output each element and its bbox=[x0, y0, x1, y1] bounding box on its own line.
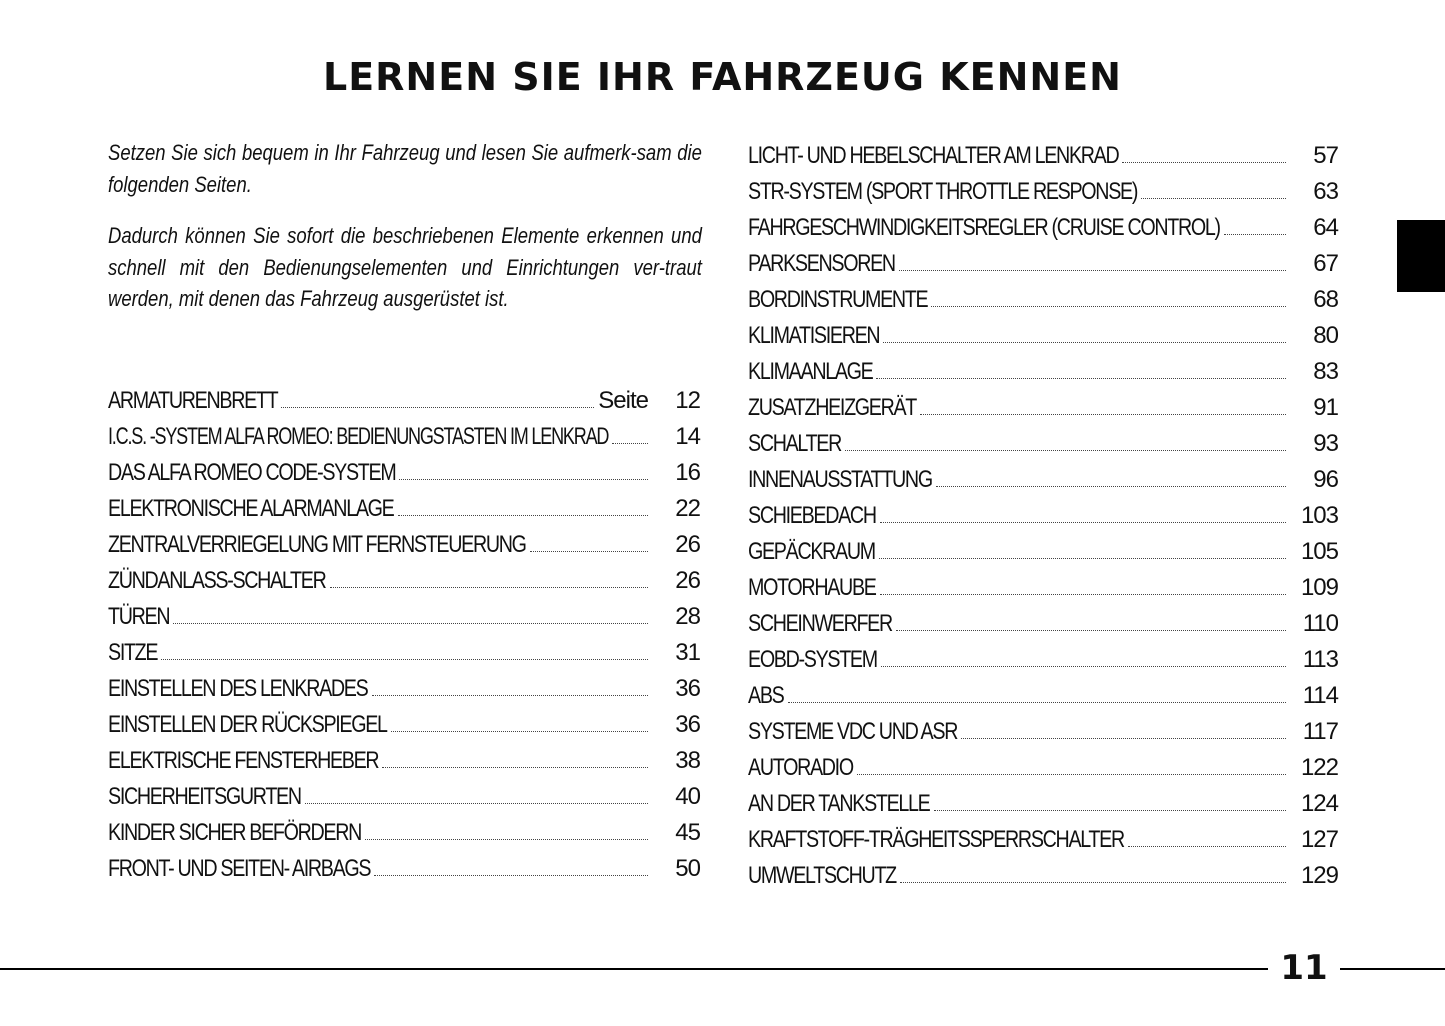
toc-dot-leader bbox=[612, 443, 648, 444]
toc-entry-title: ZUSATZHEIZGERÄT bbox=[748, 394, 917, 421]
toc-dot-leader bbox=[1141, 198, 1286, 199]
toc-entry-title: STR-SYSTEM (SPORT THROTTLE RESPONSE) bbox=[748, 178, 1138, 205]
toc-entry-page: 67 bbox=[1313, 250, 1338, 277]
toc-entry bbox=[748, 242, 1338, 278]
toc-entry-title: KLIMAANLAGE bbox=[748, 358, 873, 385]
toc-dot-leader bbox=[857, 774, 1286, 775]
toc-entry-page: 31 bbox=[675, 639, 700, 666]
toc-entry-page: 129 bbox=[1300, 862, 1338, 889]
toc-dot-leader bbox=[173, 623, 648, 624]
toc-dot-leader bbox=[900, 882, 1286, 883]
toc-entry-title: SCHALTER bbox=[748, 430, 842, 457]
toc-entry-title: I.C.S. -SYSTEM ALFA ROMEO: BEDIENUNGSTASTEN IM LENKRAD bbox=[108, 423, 609, 450]
toc-dot-leader bbox=[934, 810, 1286, 811]
toc-entry bbox=[108, 847, 700, 883]
toc-entry bbox=[748, 602, 1338, 638]
toc-dot-leader bbox=[961, 738, 1286, 739]
toc-dot-leader bbox=[399, 479, 648, 480]
page-number: 11 bbox=[1280, 948, 1328, 988]
toc-entry-page: 80 bbox=[1313, 322, 1338, 349]
toc-dot-leader bbox=[382, 767, 648, 768]
toc-entry-page: 127 bbox=[1300, 826, 1338, 853]
toc-entry bbox=[748, 674, 1338, 710]
footer-rule-right bbox=[1340, 968, 1445, 970]
toc-entry bbox=[748, 710, 1338, 746]
toc-entry bbox=[108, 739, 700, 775]
toc-dot-leader bbox=[931, 306, 1286, 307]
toc-dot-leader bbox=[920, 414, 1286, 415]
toc-entry bbox=[748, 818, 1338, 854]
toc-dot-leader bbox=[788, 702, 1287, 703]
toc-entry bbox=[108, 487, 700, 523]
footer-rule-left bbox=[0, 968, 1268, 970]
toc-entry-title: KLIMATISIEREN bbox=[748, 322, 880, 349]
toc-entry-title: SYSTEME VDC UND ASR bbox=[748, 718, 958, 745]
toc-entry-page: 122 bbox=[1300, 754, 1338, 781]
toc-entry-title: FAHRGESCHWINDIGKEITSREGLER (CRUISE CONTROL) bbox=[748, 214, 1220, 241]
toc-entry bbox=[748, 134, 1338, 170]
toc-entry-page: 105 bbox=[1300, 538, 1338, 565]
toc-dot-leader bbox=[365, 839, 648, 840]
toc-dot-leader bbox=[1122, 162, 1286, 163]
toc-dot-leader bbox=[374, 875, 648, 876]
toc-entry bbox=[108, 595, 700, 631]
toc-entry-title: EINSTELLEN DER RÜCKSPIEGEL bbox=[108, 711, 387, 738]
toc-entry-title: SCHEINWERFER bbox=[748, 610, 892, 637]
toc-entry-page: 45 bbox=[675, 819, 700, 846]
toc-entry-title: ZÜNDANLASS-SCHALTER bbox=[108, 567, 326, 594]
toc-entry-page: 96 bbox=[1313, 466, 1338, 493]
toc-entry-title: MOTORHAUBE bbox=[748, 574, 876, 601]
toc-entry-page: 68 bbox=[1313, 286, 1338, 313]
toc-right-column bbox=[748, 134, 1338, 890]
toc-entry bbox=[108, 451, 700, 487]
toc-entry bbox=[748, 422, 1338, 458]
toc-dot-leader bbox=[330, 587, 648, 588]
toc-entry-title: ZENTRALVERRIEGELUNG MIT FERNSTEUERUNG bbox=[108, 531, 526, 558]
toc-dot-leader bbox=[305, 803, 648, 804]
toc-entry-title: KINDER SICHER BEFÖRDERN bbox=[108, 819, 362, 846]
toc-entry-title: TÜREN bbox=[108, 603, 170, 630]
toc-dot-leader bbox=[936, 486, 1286, 487]
intro-paragraph-1: Setzen Sie sich bequem in Ihr Fahrzeug und lesen Sie aufmerk-sam die folgenden Seiten. bbox=[108, 140, 702, 197]
toc-dot-leader bbox=[881, 666, 1286, 667]
toc-entry bbox=[748, 746, 1338, 782]
toc-entry-page: 114 bbox=[1302, 682, 1338, 709]
toc-entry-title: AN DER TANKSTELLE bbox=[748, 790, 930, 817]
toc-entry-title: AUTORADIO bbox=[748, 754, 853, 781]
toc-entry-title: SCHIEBEDACH bbox=[748, 502, 876, 529]
toc-entry bbox=[748, 566, 1338, 602]
toc-entry-page: 83 bbox=[1313, 358, 1338, 385]
toc-entry-page: 93 bbox=[1313, 430, 1338, 457]
toc-entry bbox=[748, 278, 1338, 314]
toc-entry-page: 103 bbox=[1300, 502, 1338, 529]
toc-entry bbox=[748, 206, 1338, 242]
toc-entry-title: SICHERHEITSGURTEN bbox=[108, 783, 301, 810]
toc-entry bbox=[748, 854, 1338, 890]
toc-dot-leader bbox=[398, 515, 649, 516]
intro-text bbox=[108, 137, 702, 335]
toc-dot-leader bbox=[883, 342, 1286, 343]
toc-entry-page: 38 bbox=[675, 747, 700, 774]
toc-entry-title: UMWELTSCHUTZ bbox=[748, 862, 896, 889]
toc-dot-leader bbox=[372, 695, 648, 696]
toc-entry bbox=[108, 523, 700, 559]
toc-entry bbox=[108, 667, 700, 703]
toc-entry-title: EINSTELLEN DES LENKRADES bbox=[108, 675, 368, 702]
toc-entry-title: GEPÄCKRAUM bbox=[748, 538, 875, 565]
toc-entry-title: SITZE bbox=[108, 639, 158, 666]
toc-dot-leader bbox=[391, 731, 648, 732]
toc-entry-page: 91 bbox=[1313, 394, 1338, 421]
toc-entry-title: DAS ALFA ROMEO CODE-SYSTEM bbox=[108, 459, 396, 486]
toc-entry-page: 14 bbox=[675, 423, 700, 450]
toc-entry bbox=[748, 530, 1338, 566]
toc-entry-title: ABS bbox=[748, 682, 784, 709]
toc-entry-title: ARMATURENBRETT bbox=[108, 387, 278, 414]
toc-entry-page: 36 bbox=[675, 711, 700, 738]
toc-entry-page: 64 bbox=[1313, 214, 1338, 241]
toc-dot-leader bbox=[530, 551, 648, 552]
toc-entry bbox=[108, 559, 700, 595]
toc-entry-title: LICHT- UND HEBELSCHALTER AM LENKRAD bbox=[748, 142, 1119, 169]
toc-entry-title: KRAFTSTOFF-TRÄGHEITSSPERRSCHALTER bbox=[748, 826, 1124, 853]
toc-dot-leader bbox=[845, 450, 1286, 451]
toc-entry bbox=[748, 782, 1338, 818]
toc-entry bbox=[748, 170, 1338, 206]
toc-entry-page: 110 bbox=[1302, 610, 1338, 637]
toc-entry-page: 113 bbox=[1302, 646, 1338, 673]
toc-entry bbox=[108, 811, 700, 847]
toc-entry-title: ELEKTRONISCHE ALARMANLAGE bbox=[108, 495, 394, 522]
toc-dot-leader bbox=[1128, 846, 1286, 847]
toc-dot-leader bbox=[1224, 234, 1286, 235]
toc-entry-title: BORDINSTRUMENTE bbox=[748, 286, 928, 313]
toc-entry bbox=[108, 631, 700, 667]
toc-entry bbox=[108, 415, 700, 451]
toc-entry-page: 26 bbox=[675, 531, 700, 558]
toc-entry bbox=[108, 703, 700, 739]
toc-entry-title: FRONT- UND SEITEN- AIRBAGS bbox=[108, 855, 371, 882]
toc-dot-leader bbox=[879, 558, 1286, 559]
toc-entry-page: 50 bbox=[675, 855, 700, 882]
toc-entry bbox=[748, 494, 1338, 530]
toc-entry-page: 109 bbox=[1300, 574, 1338, 601]
toc-entry-page: 57 bbox=[1313, 142, 1338, 169]
toc-entry-page: 40 bbox=[675, 783, 700, 810]
toc-entry-page: 26 bbox=[675, 567, 700, 594]
seite-label: Seite bbox=[598, 387, 648, 414]
toc-dot-leader bbox=[899, 270, 1286, 271]
toc-entry-title: ELEKTRISCHE FENSTERHEBER bbox=[108, 747, 379, 774]
toc-dot-leader bbox=[161, 659, 648, 660]
toc-dot-leader bbox=[880, 594, 1287, 595]
toc-entry-page: 16 bbox=[675, 459, 700, 486]
toc-entry bbox=[748, 314, 1338, 350]
toc-dot-leader bbox=[281, 407, 594, 408]
toc-entry bbox=[108, 775, 700, 811]
intro-paragraph-2: Dadurch können Sie sofort die beschriebenen Elemente erkennen und schnell mit den Bedienungselementen und Einrichtungen ver-traut werden, mit denen das Fahrzeug ausgerüstet ist. bbox=[108, 223, 702, 311]
toc-entry-page: 63 bbox=[1313, 178, 1338, 205]
toc-dot-leader bbox=[896, 630, 1286, 631]
toc-entry-page: 36 bbox=[675, 675, 700, 702]
toc-entry bbox=[748, 638, 1338, 674]
toc-entry bbox=[748, 386, 1338, 422]
toc-left-column bbox=[108, 379, 700, 883]
toc-entry-title: INNENAUSSTATTUNG bbox=[748, 466, 932, 493]
page-title: LERNEN SIE IHR FAHRZEUG KENNEN bbox=[323, 55, 1122, 99]
toc-entry bbox=[748, 458, 1338, 494]
toc-entry-page: 12 bbox=[675, 387, 700, 414]
toc-entry bbox=[108, 379, 700, 415]
toc-entry-page: 22 bbox=[675, 495, 700, 522]
toc-dot-leader bbox=[876, 378, 1286, 379]
toc-entry-page: 117 bbox=[1302, 718, 1338, 745]
toc-entry bbox=[748, 350, 1338, 386]
toc-entry-title: EOBD-SYSTEM bbox=[748, 646, 877, 673]
toc-entry-title: PARKSENSOREN bbox=[748, 250, 895, 277]
toc-dot-leader bbox=[880, 522, 1286, 523]
toc-entry-page: 124 bbox=[1300, 790, 1338, 817]
toc-entry-page: 28 bbox=[675, 603, 700, 630]
chapter-tab-marker bbox=[1397, 220, 1445, 292]
